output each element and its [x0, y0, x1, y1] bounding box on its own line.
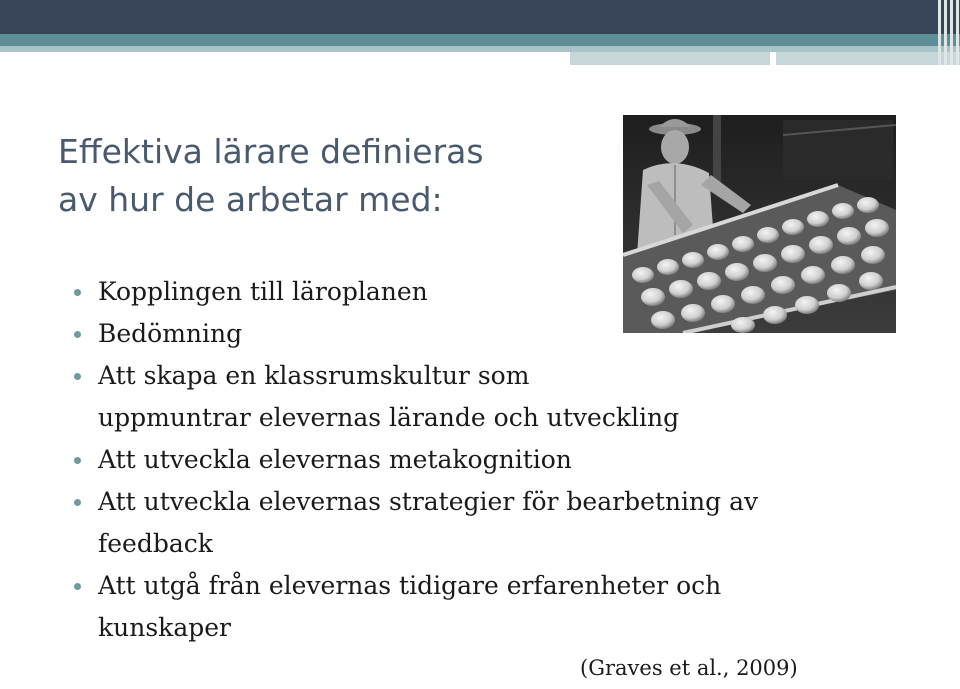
bullet-dot-icon [74, 499, 81, 506]
bullet-text: Kopplingen till läroplanen [98, 277, 428, 306]
bullet-item [74, 355, 834, 439]
bullet-item [74, 439, 834, 481]
bullet-list [74, 271, 834, 649]
bullet-item [74, 313, 834, 355]
top-band [0, 0, 960, 34]
pale-stripe [570, 52, 960, 65]
bullet-text-continued: kunskaper [98, 613, 231, 642]
bullet-dot-icon [74, 583, 81, 590]
bullet-dot-icon [74, 331, 81, 338]
bullet-text: Att utveckla elevernas strategier för bearbetning av [98, 487, 759, 516]
slide-title [58, 128, 484, 224]
stripe-gap [770, 52, 776, 65]
bullet-dot-icon [74, 457, 81, 464]
title-line-2: av hur de arbetar med: [58, 180, 443, 219]
right-decorative-bars [936, 0, 960, 65]
bullet-text-continued: uppmuntrar elevernas lärande och utveckling [98, 403, 680, 432]
bullet-text: Att utgå från elevernas tidigare erfarenheter och [98, 571, 722, 600]
bullet-item [74, 481, 834, 565]
teal-stripe [0, 34, 960, 46]
bullet-item [74, 271, 834, 313]
title-line-1: Effektiva lärare definieras [58, 132, 484, 171]
bullet-dot-icon [74, 289, 81, 296]
bullet-item [74, 565, 834, 649]
bullet-text-continued: feedback [98, 529, 213, 558]
citation: (Graves et al., 2009) [580, 656, 798, 680]
bullet-text: Att skapa en klassrumskultur som [98, 361, 530, 390]
bullet-text: Bedömning [98, 319, 243, 348]
bullet-dot-icon [74, 373, 81, 380]
bullet-text: Att utveckla elevernas metakognition [98, 445, 572, 474]
